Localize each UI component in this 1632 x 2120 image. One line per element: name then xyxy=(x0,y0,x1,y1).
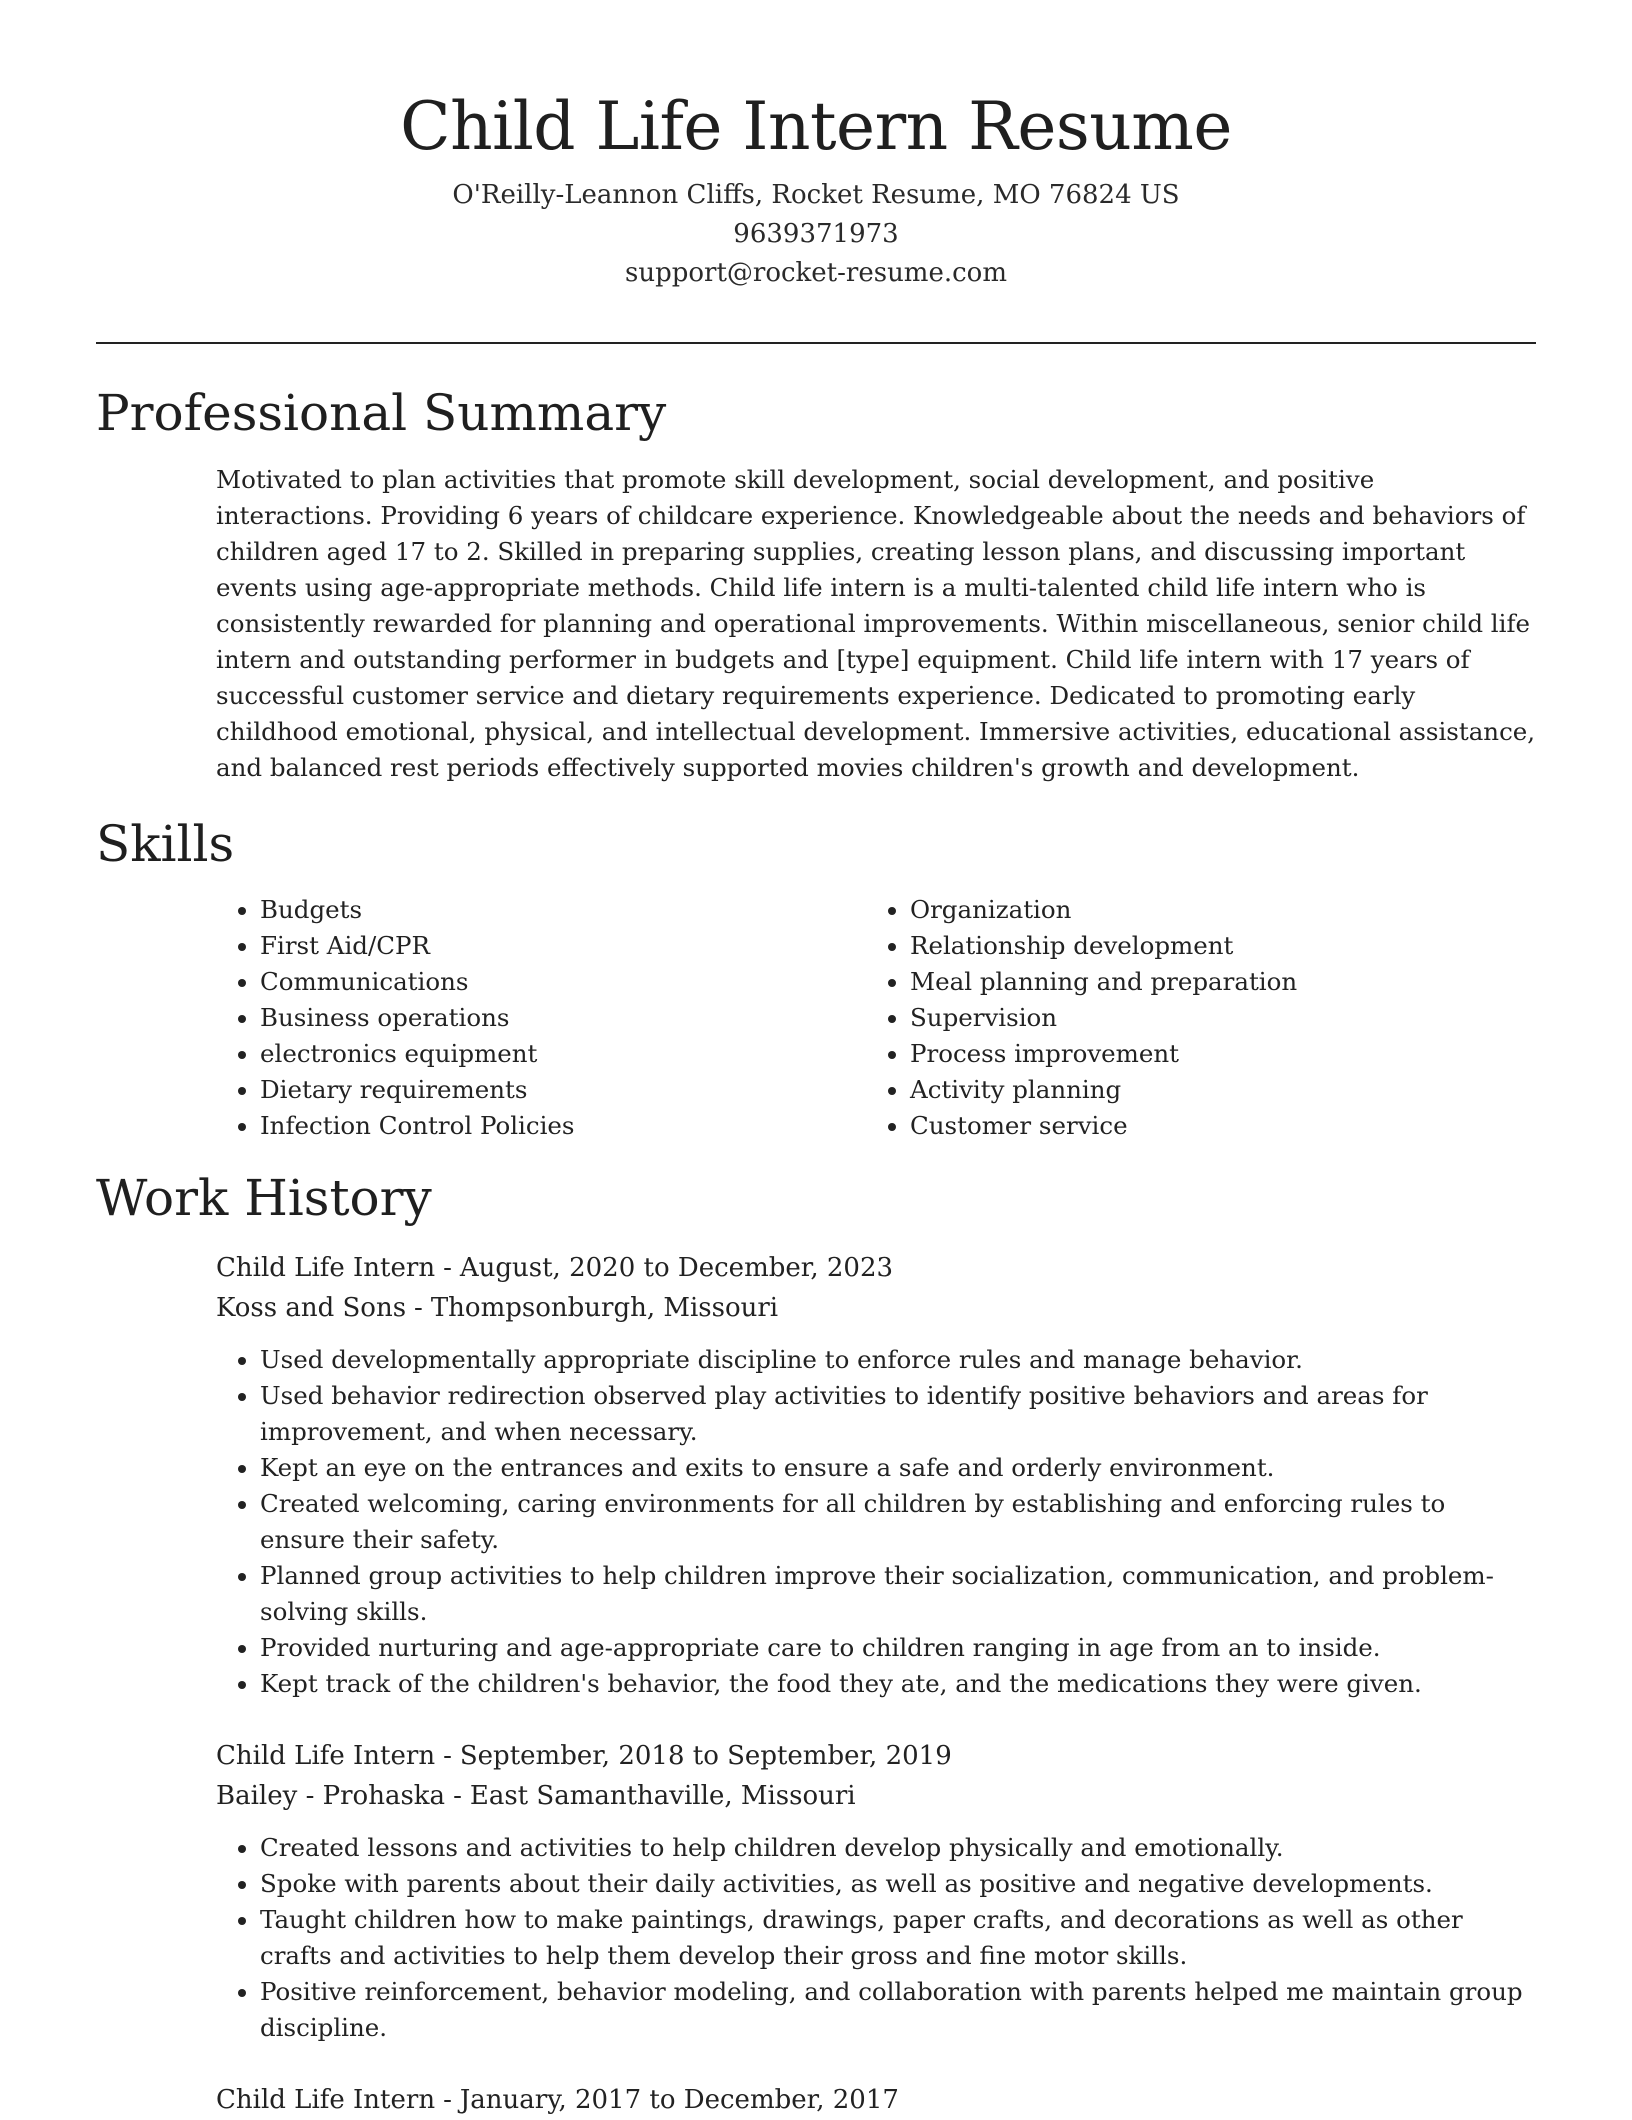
job-title-line: Child Life Intern - September, 2018 to September, 2019 xyxy=(216,1741,952,1771)
header-divider xyxy=(96,342,1536,344)
job-bullet: • Used behavior redirection observed play activities to identify positive behaviors and areas for improvement, and when necessary. xyxy=(260,1378,1536,1450)
job-bullet: • Positive reinforcement, behavior modeling, and collaboration with parents helped me maintain group discipline. xyxy=(260,1974,1536,2046)
skill-item: • Activity planning xyxy=(910,1072,1516,1108)
job-entry xyxy=(216,2080,1536,2120)
contact-email: support@rocket-resume.com xyxy=(624,258,1007,288)
skills-column-left xyxy=(216,892,866,1144)
skill-item: • Organization xyxy=(910,892,1516,928)
job-title: Child Life Intern xyxy=(216,1253,436,1283)
contact-block xyxy=(0,176,1632,293)
job-bullet: • Kept an eye on the entrances and exits to ensure a safe and orderly environment. xyxy=(260,1450,1536,1486)
skills-list xyxy=(216,892,1536,1144)
job-bullet: • Spoke with parents about their daily activities, as well as positive and negative developments. xyxy=(260,1866,1536,1902)
job-company: Koss and Sons xyxy=(216,1293,407,1323)
skill-item: • Budgets xyxy=(260,892,866,928)
skill-item: • electronics equipment xyxy=(260,1036,866,1072)
resume-title: Child Life Intern Resume xyxy=(400,88,1232,165)
job-title: Child Life Intern xyxy=(216,2085,436,2115)
job-bullet: • Created lessons and activities to help children develop physically and emotionally. xyxy=(260,1830,1536,1866)
job-company-line: Koss and Sons - Thompsonburgh, Missouri xyxy=(216,1293,779,1323)
summary-heading: Professional Summary xyxy=(96,384,667,442)
skill-item: • Dietary requirements xyxy=(260,1072,866,1108)
skill-item: • Infection Control Policies xyxy=(260,1108,866,1144)
job-company: Bailey - Prohaska xyxy=(216,1781,446,1811)
skill-item: • Relationship development xyxy=(910,928,1516,964)
job-location: Thompsonburgh, Missouri xyxy=(430,1293,779,1323)
skill-item: • Meal planning and preparation xyxy=(910,964,1516,1000)
job-location: East Samanthaville, Missouri xyxy=(469,1781,856,1811)
skill-item: • Business operations xyxy=(260,1000,866,1036)
skill-item: • Customer service xyxy=(910,1108,1516,1144)
skill-item: • Process improvement xyxy=(910,1036,1516,1072)
job-company-line: Bailey - Prohaska - East Samanthaville, Missouri xyxy=(216,1781,856,1811)
job-entry xyxy=(216,1248,1536,1702)
job-title-line: Child Life Intern - January, 2017 to December, 2017 xyxy=(216,2085,899,2115)
job-dates: August, 2020 to December, 2023 xyxy=(459,1253,894,1283)
job-bullet: • Kept track of the children's behavior, the food they ate, and the medications they were given. xyxy=(260,1666,1536,1702)
job-bullet: • Created welcoming, caring environments for all children by establishing and enforcing rules to ensure their safety. xyxy=(260,1486,1536,1558)
job-title: Child Life Intern xyxy=(216,1741,436,1771)
job-bullet: • Planned group activities to help children improve their socialization, communication, and problem-solving skills. xyxy=(260,1558,1536,1630)
job-title-line: Child Life Intern - August, 2020 to December, 2023 xyxy=(216,1253,894,1283)
job-entry xyxy=(216,1736,1536,2046)
summary-text: Motivated to plan activities that promote skill development, social development, and positive interactions. Providing 6 years of childcare experience. Knowledgeable about the needs and behaviors of children aged 17 to 2. Skilled in preparing supplies, creating lesson plans, and discussing important events using age-appropriate methods. Child life intern is a multi-talented child life intern who is consistently rewarded for planning and operational improvements. Within miscellaneous, senior child life intern and outstanding performer in budgets and [type] equipment. Child life intern with 17 years of successful customer service and dietary requirements experience. Dedicated to promoting early childhood emotional, physical, and intellectual development. Immersive activities, educational assistance, and balanced rest periods effectively supported movies children's growth and development. xyxy=(216,465,1536,782)
skill-item: • Communications xyxy=(260,964,866,1000)
job-bullet: • Provided nurturing and age-appropriate care to children ranging in age from an to inside. xyxy=(260,1630,1536,1666)
contact-address: O'Reilly-Leannon Cliffs, Rocket Resume, MO 76824 US xyxy=(452,180,1180,210)
job-bullets xyxy=(216,1342,1536,1702)
skill-item: • Supervision xyxy=(910,1000,1516,1036)
job-bullet: • Used developmentally appropriate discipline to enforce rules and manage behavior. xyxy=(260,1342,1536,1378)
work-history-heading: Work History xyxy=(96,1169,432,1227)
skill-item: • First Aid/CPR xyxy=(260,928,866,964)
job-bullet: • Taught children how to make paintings, drawings, paper crafts, and decorations as well as other crafts and activities to help them develop their gross and fine motor skills. xyxy=(260,1902,1536,1974)
job-dates: January, 2017 to December, 2017 xyxy=(459,2085,899,2115)
resume-header xyxy=(0,0,1632,293)
skills-heading: Skills xyxy=(96,815,235,873)
job-bullets xyxy=(216,1830,1536,2046)
contact-phone: 9639371973 xyxy=(733,219,899,249)
job-dates: September, 2018 to September, 2019 xyxy=(459,1741,952,1771)
skills-column-right xyxy=(866,892,1516,1144)
